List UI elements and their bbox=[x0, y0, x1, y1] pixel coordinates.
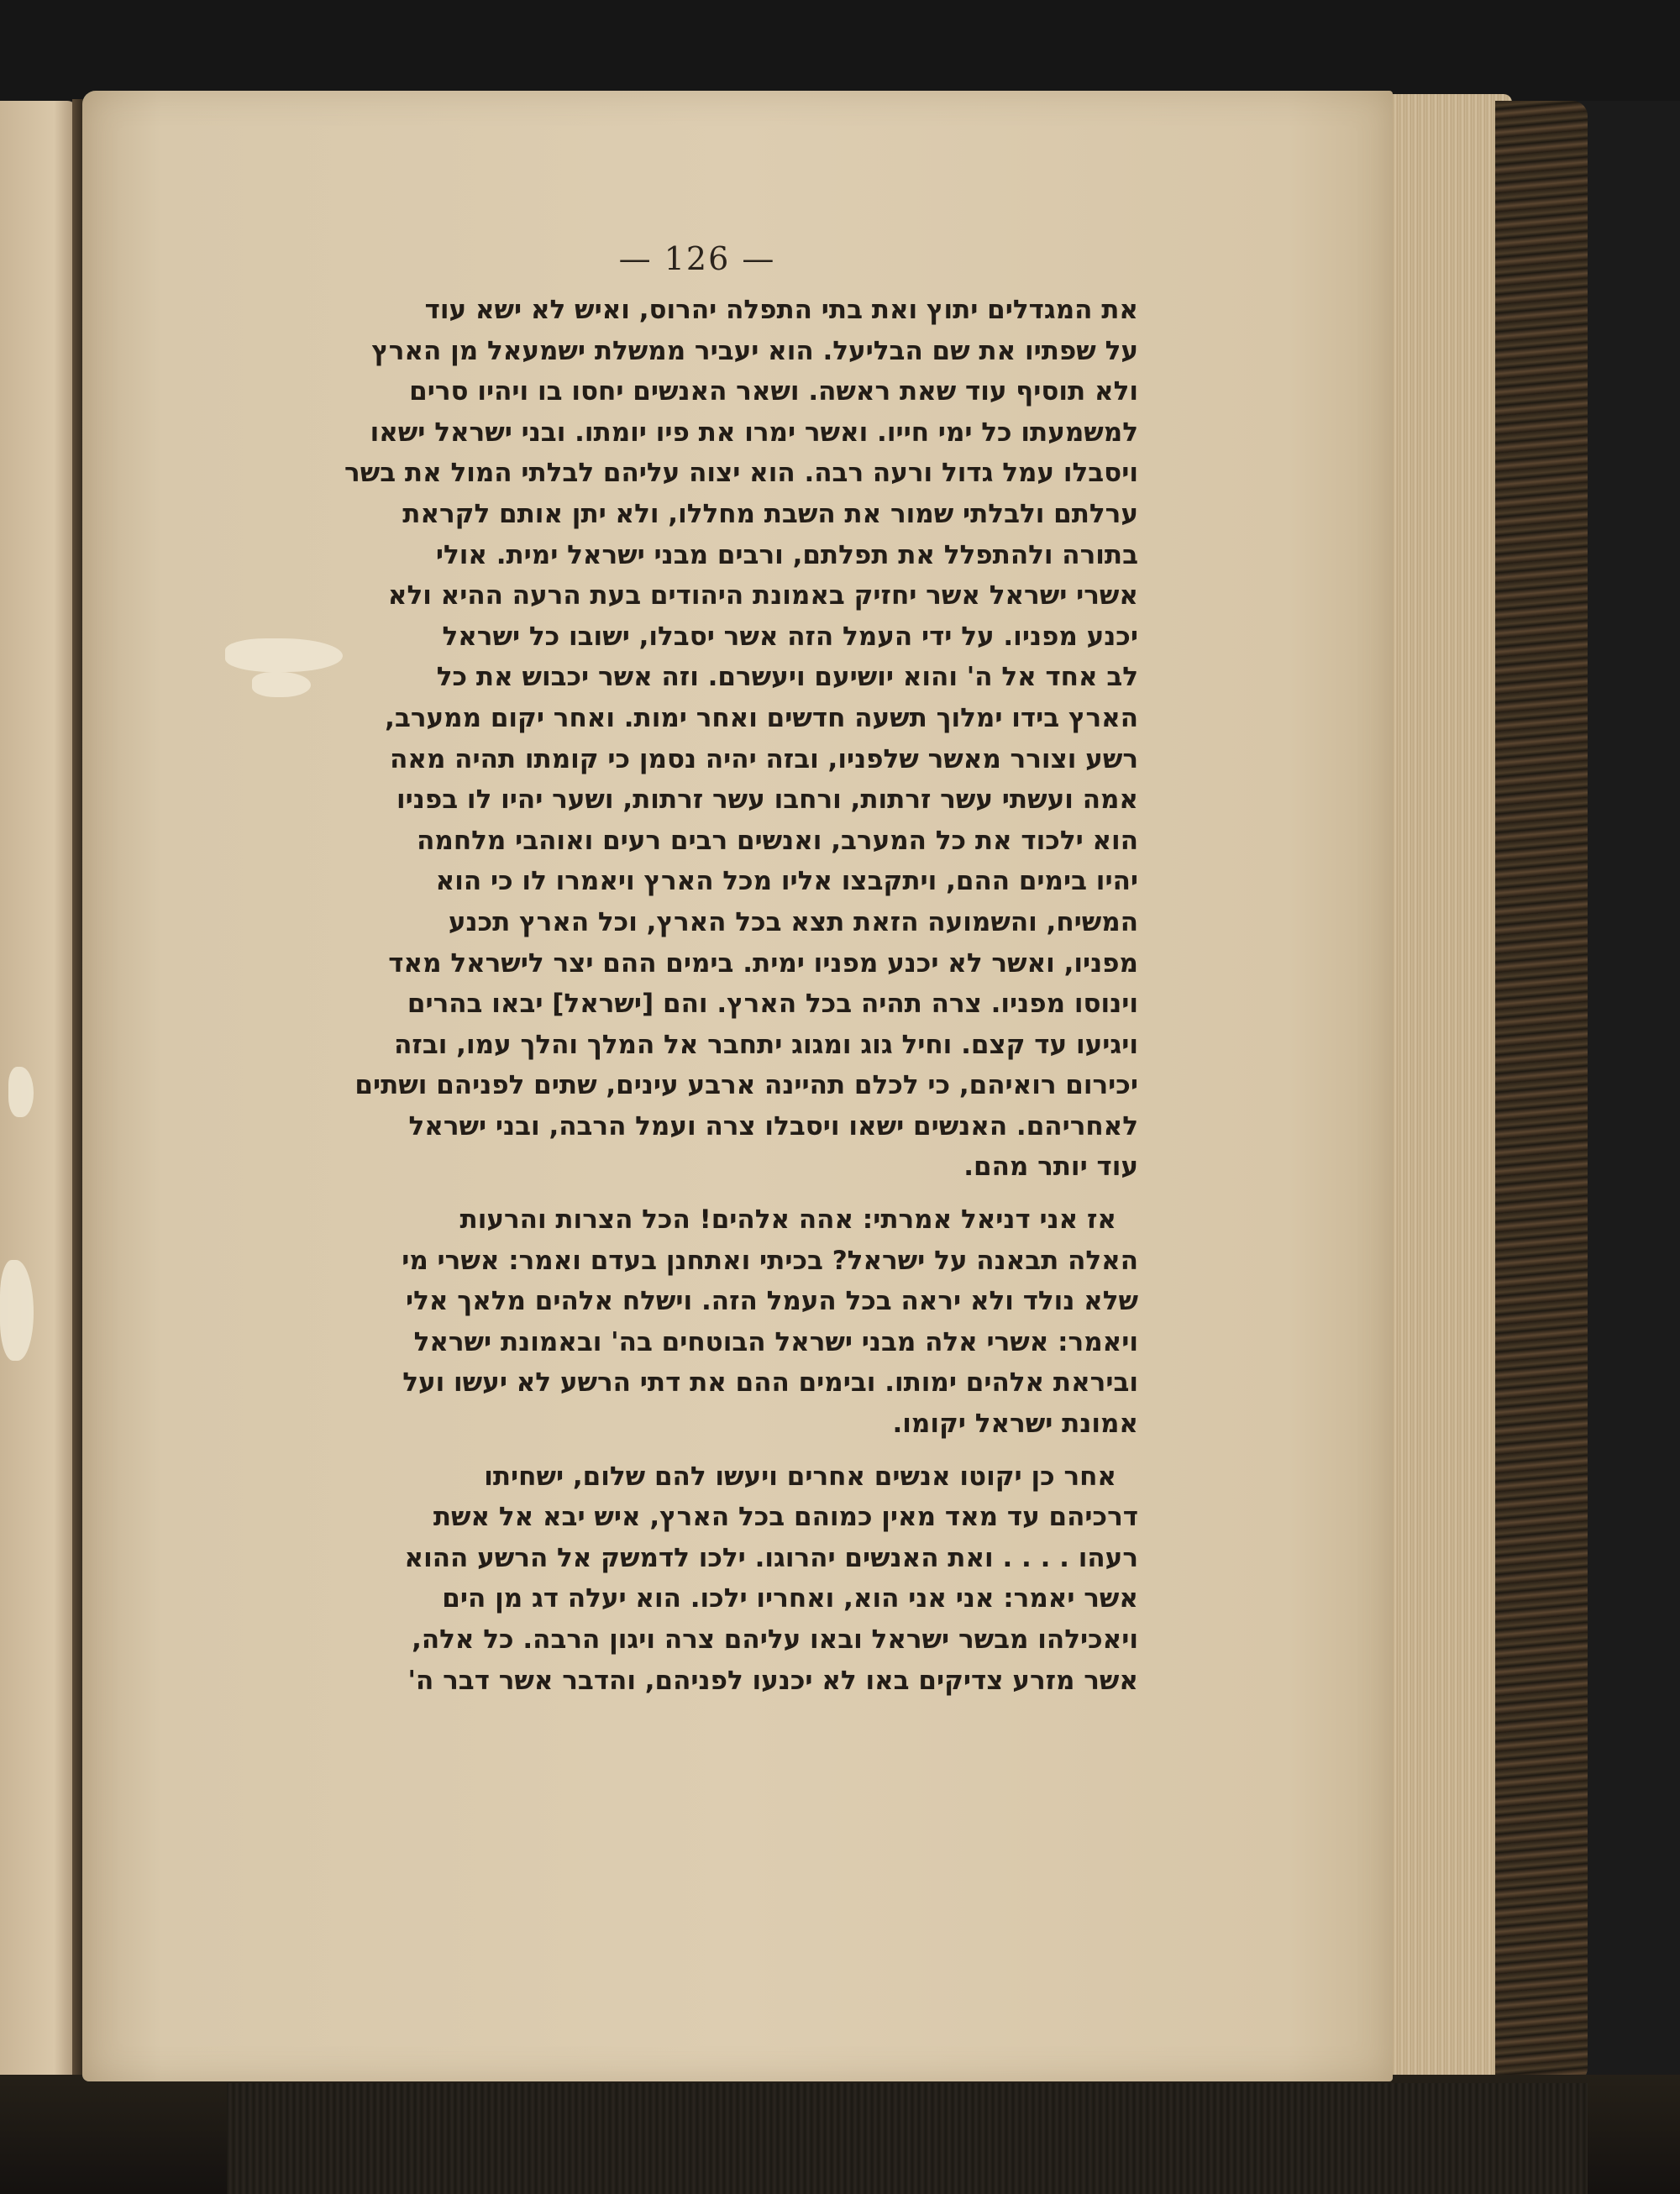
text-line: ויאכילהו מבשר ישראל ובאו עליהם צרה ויגון הרבה. כל אלה, bbox=[412, 1625, 1138, 1655]
paragraph-gap bbox=[227, 1445, 1138, 1457]
page-number: — 126 — bbox=[618, 240, 776, 277]
text-line: ולא תוסיף עוד שאת ראשה. ושאר האנשים יחסו בו ויהיו סרים bbox=[409, 376, 1138, 407]
paper-stain bbox=[0, 1260, 34, 1361]
text-line: ויסבלו עמל גדול ורעה רבה. הוא יצוה עליהם לבלתי המול את בשר bbox=[344, 458, 1138, 489]
text-line: יהיו בימים ההם, ויתקבצו אליו מכל הארץ ויאמרו לו כי הוא bbox=[435, 866, 1138, 897]
text-line: עוד יותר מהם. bbox=[963, 1152, 1138, 1183]
text-line: בתורה ולהתפלל את תפלתם, ורבים מבני ישראל ימית. אולי bbox=[435, 539, 1138, 570]
text-line: את המגדלים יתוץ ואת בתי התפלה יהרוס, ואיש לא ישא עוד bbox=[424, 295, 1138, 325]
text-line: על שפתיו את שם הבליעל. הוא יעביר ממשלת ישמעאל מן הארץ bbox=[371, 335, 1138, 366]
text-line: מפניו, ואשר לא יכנע מפניו ימית. בימים ההם יצר לישראל מאד bbox=[388, 947, 1138, 979]
paragraph-3 bbox=[227, 1457, 1138, 1702]
text-line: אחר כן יקוטו אנשים אחרים ויעשו להם שלום, ישחיתו bbox=[484, 1461, 1116, 1492]
text-line: ויגיעו עד קצם. וחיל גוג ומגוג יתחבר אל המלך והלך עמו, ובזה bbox=[394, 1029, 1138, 1060]
text-line: רשע וצורר מאשר שלפניו, ובזה יהיה נסמן כי קומתו תהיה מאה bbox=[390, 743, 1138, 774]
paragraph-1 bbox=[227, 290, 1138, 1188]
cloth-surface bbox=[227, 2083, 1588, 2194]
text-line: ויאמר: אשרי אלה מבני ישראל הבוטחים בה' ובאמונת ישראל bbox=[413, 1326, 1138, 1357]
paper-stain bbox=[8, 1067, 34, 1117]
text-line: אז אני דניאל אמרתי: אהה אלהים! הכל הצרות והרעות bbox=[459, 1205, 1116, 1236]
text-line: הוא ילכוד את כל המערב, ואנשים רבים רעים ואוהבי מלחמה bbox=[417, 825, 1138, 856]
text-line: לאחריהם. האנשים ישאו ויסבלו צרה ועמל הרבה, ובני ישראל bbox=[408, 1110, 1138, 1142]
text-line: יכנע מפניו. על ידי העמל הזה אשר יסבלו, ישובו כל ישראל bbox=[442, 621, 1138, 652]
text-line: ערלתם ולבלתי שמור את השבת מחללו, ולא יתן אותם לקראת bbox=[402, 498, 1138, 529]
body-text bbox=[227, 290, 1138, 1701]
text-line: לב אחד אל ה' והוא יושיעם ויעשרם. וזה אשר יכבוש את כל bbox=[436, 662, 1138, 693]
text-line: דרכיהם עד מאד מאין כמוהם בכל הארץ, איש יבא אל אשת bbox=[433, 1502, 1138, 1533]
text-line: אמונת ישראל יקומו. bbox=[892, 1409, 1138, 1440]
paragraph-gap bbox=[227, 1188, 1138, 1199]
text-line: וביראת אלהים ימותו. ובימים ההם את דתי הרשע לא יעשו ועל bbox=[402, 1367, 1138, 1399]
text-line: שלא נולד ולא יראה בכל העמל הזה. וישלח אלהים מלאך אלי bbox=[406, 1286, 1138, 1317]
text-line: האלה תבאנה על ישראל? בכיתי ואתחנן בעדם ואמר: אשרי מי bbox=[402, 1245, 1138, 1276]
text-line: למשמעתו כל ימי חייו. ואשר ימרו את פיו יומתו. ובני ישראל ישאו bbox=[370, 417, 1138, 448]
text-line: אשר מזרע צדיקים באו לא יכנעו לפניהם, והדבר אשר דבר ה' bbox=[407, 1665, 1138, 1696]
text-line: המשיח, והשמועה הזאת תצא בכל הארץ, וכל הארץ תכנע bbox=[448, 906, 1138, 937]
text-line: הארץ בידו ימלוך תשעה חדשים ואחר ימות. ואחר יקום ממערב, bbox=[385, 702, 1138, 733]
dark-background-top bbox=[0, 0, 1680, 101]
text-line: יכירום רואיהם, כי לכלם תהיינה ארבע עינים, שתים לפניהם ושתים bbox=[354, 1070, 1138, 1101]
text-line: וינוסו מפניו. צרה תהיה בכל הארץ. והם [ישראל] יבאו בהרים bbox=[407, 989, 1138, 1020]
text-line: אשרי ישראל אשר יחזיק באמונת היהודים בעת הרעה ההיא ולא bbox=[387, 580, 1138, 611]
book-cover-edge bbox=[1495, 101, 1588, 2083]
text-line: אשר יאמר: אני אני הוא, ואחריו ילכו. הוא יעלה דג מן הים bbox=[442, 1583, 1138, 1614]
paragraph-2 bbox=[227, 1199, 1138, 1445]
text-line: אמה ועשתי עשר זרתות, ורחבו עשר זרתות, ושער יהיו לו בפניו bbox=[396, 785, 1138, 816]
text-line: רעהו . . . . ואת האנשים יהרוגו. ילכו לדמשק אל הרשע ההוא bbox=[404, 1542, 1138, 1573]
